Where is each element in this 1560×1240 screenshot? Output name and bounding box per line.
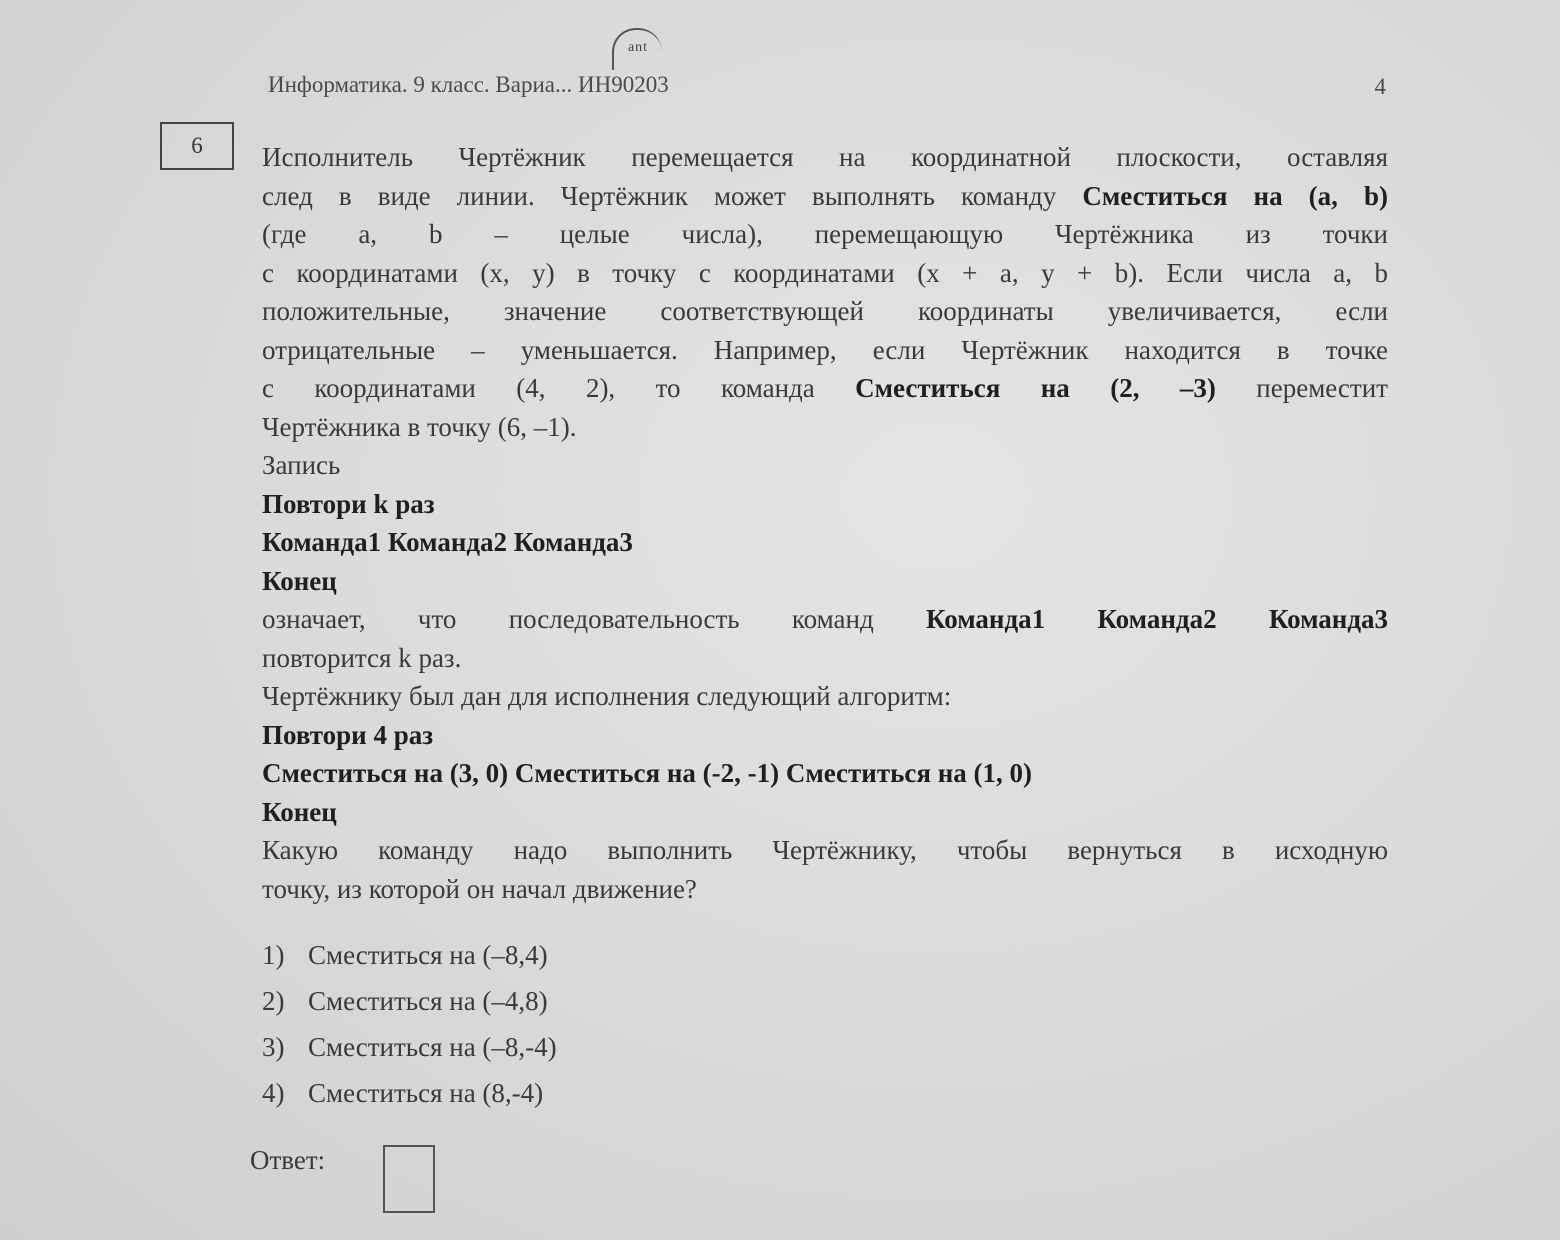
- algorithm-intro: Чертёжнику был дан для исполнения следующий алгоритм:: [262, 681, 952, 711]
- meaning-prefix: означает, что последовательность команд: [262, 604, 926, 634]
- meaning-line: [262, 600, 1388, 639]
- page-header: [268, 72, 1386, 98]
- question-line-2: точку, из которой он начал движение?: [262, 873, 697, 904]
- stamp-mark: ant: [612, 28, 662, 70]
- task-number-box: 6: [160, 122, 234, 170]
- option-3: [262, 1024, 1388, 1070]
- option-text: Сместиться на (–8,4): [308, 940, 548, 970]
- intro-line-5: положительные, значение соответствующей координаты увеличивается, если: [262, 296, 1388, 326]
- option-number: 4): [262, 1078, 285, 1108]
- answer-box[interactable]: [383, 1145, 435, 1213]
- repeat-k: Повтори k раз: [262, 488, 435, 519]
- option-text: Сместиться на (–4,8): [308, 986, 548, 1016]
- meaning-commands: Команда1 Команда2 Команда3: [926, 604, 1389, 634]
- page-number: 4: [1374, 74, 1386, 99]
- intro-line-2-text: след в виде линии. Чертёжник может выполнять команду: [262, 180, 1083, 211]
- commands-generic: Команда1 Команда2 Команда3: [262, 527, 633, 557]
- intro-line-7-tail: переместит: [1215, 373, 1388, 403]
- intro-line-6: отрицательные – уменьшается. Например, если Чертёжник находится в точке: [262, 334, 1388, 365]
- header-title: Информатика. 9 класс. Вариа... ИН90203: [268, 72, 669, 97]
- intro-line-7: [262, 369, 1388, 408]
- answer-label: Ответ:: [250, 1145, 326, 1175]
- command-example: Сместиться на (2, –3): [855, 373, 1216, 403]
- answer-options: [262, 932, 1388, 1116]
- option-4: [262, 1070, 1388, 1116]
- end-word-2: Конец: [262, 796, 337, 827]
- option-number: 1): [262, 940, 285, 970]
- option-number: 3): [262, 1032, 285, 1062]
- intro-line-3: (где a, b – целые числа), перемещающую Чертёжника из точки: [262, 219, 1388, 249]
- option-number: 2): [262, 986, 285, 1016]
- question-line-1: Какую команду надо выполнить Чертёжнику, чтобы вернуться в исходную: [262, 835, 1388, 865]
- intro-line-7-text: с координатами (4, 2), то команда: [262, 373, 856, 403]
- repeat-4: Повтори 4 раз: [262, 719, 434, 750]
- option-2: [262, 978, 1388, 1024]
- meaning-suffix: повторится k раз.: [262, 642, 462, 673]
- intro-line-2: [262, 177, 1388, 216]
- intro-line-8: Чертёжника в точку (6, –1).: [262, 411, 577, 442]
- end-word-1: Конец: [262, 565, 337, 596]
- task-body: [262, 138, 1388, 1116]
- intro-line-1: Исполнитель Чертёжник перемещается на координатной плоскости, оставляя: [262, 142, 1388, 172]
- intro-line-4: с координатами (x, y) в точку с координатами (x + a, y + b). Если числа a, b: [262, 257, 1388, 288]
- option-text: Сместиться на (8,-4): [308, 1078, 544, 1108]
- command-generic: Сместиться на (a, b): [1082, 180, 1388, 211]
- record-label: Запись: [262, 450, 341, 480]
- algorithm-commands: Сместиться на (3, 0) Сместиться на (-2, -1) Сместиться на (1, 0): [262, 758, 1033, 788]
- option-text: Сместиться на (–8,-4): [308, 1032, 557, 1062]
- option-1: [262, 932, 1388, 978]
